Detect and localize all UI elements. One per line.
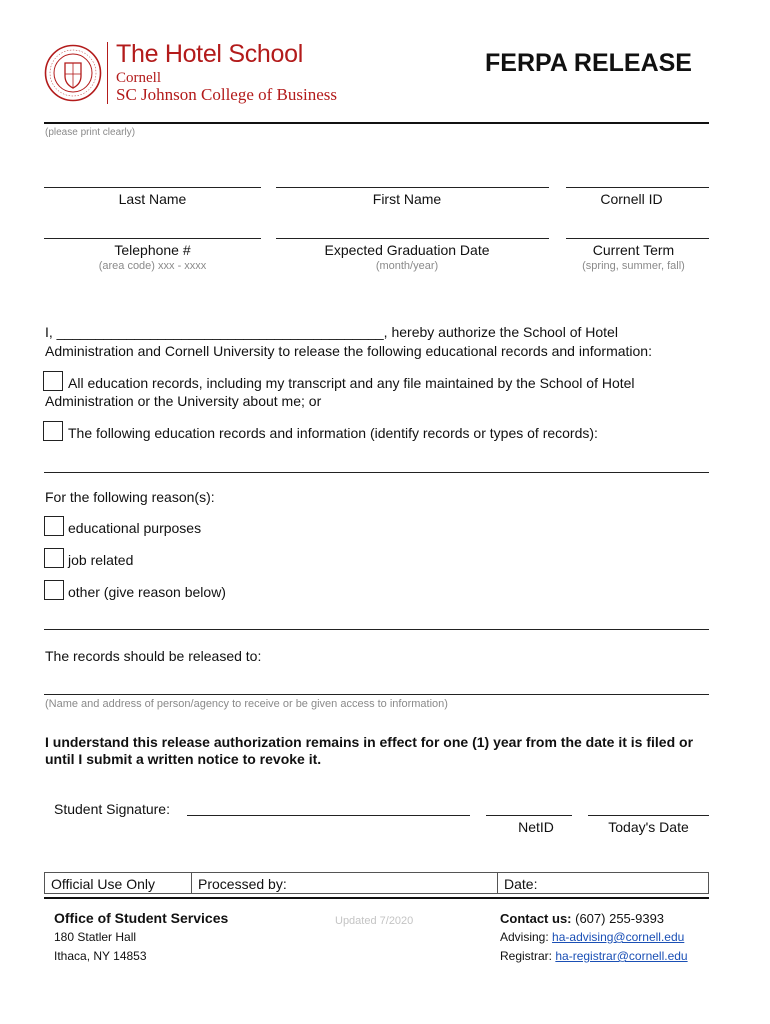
office-address-2: Ithaca, NY 14853 (54, 949, 147, 963)
other-reason-label: other (give reason below) (68, 584, 226, 600)
brand-cornell: Cornell (116, 70, 161, 86)
records-description-field[interactable] (44, 472, 709, 473)
telephone-label: Telephone # (114, 242, 191, 258)
print-clearly-hint: (please print clearly) (45, 127, 136, 138)
advising-line (500, 928, 688, 947)
signature-field[interactable] (187, 815, 470, 816)
footer-rule (44, 897, 709, 899)
first-name-label: First Name (372, 191, 442, 207)
updated-date: Updated 7/2020 (335, 915, 414, 927)
contact-label: Contact us: (500, 911, 572, 926)
last-name-label: Last Name (118, 191, 187, 207)
brand-college: SC Johnson College of Business (116, 85, 338, 104)
cornell-id-label: Cornell ID (600, 191, 663, 207)
graduation-date-hint: (month/year) (375, 260, 439, 272)
contact-line (500, 909, 688, 928)
netid-label: NetID (518, 819, 554, 835)
brand-name: The Hotel School (116, 40, 303, 68)
last-name-field[interactable] (44, 187, 261, 188)
contact-phone: (607) 255-9393 (575, 911, 665, 926)
reasons-heading: For the following reason(s): (45, 489, 215, 505)
authorization-line-2: Administration and Cornell University to release the following educational records and information: (45, 343, 652, 359)
registrar-line (500, 947, 688, 966)
educational-purposes-checkbox[interactable] (44, 516, 64, 536)
advising-label: Advising: (500, 930, 549, 944)
all-records-line-1: All education records, including my transcript and any file maintained by the School of Hotel (68, 375, 635, 391)
office-info (54, 909, 228, 966)
header-rule (44, 122, 709, 124)
released-to-heading: The records should be released to: (45, 648, 262, 664)
following-records-checkbox[interactable] (43, 421, 63, 441)
other-reason-field[interactable] (44, 629, 709, 630)
notice-line-2: until I submit a written notice to revoke it. (45, 751, 322, 767)
all-records-line-2: Administration or the University about me; or (45, 393, 322, 409)
processed-by-label: Processed by: (198, 876, 287, 892)
official-date-label: Date: (504, 876, 538, 892)
job-related-label: job related (68, 552, 134, 568)
todays-date-field[interactable] (588, 815, 709, 816)
netid-field[interactable] (486, 815, 572, 816)
job-related-checkbox[interactable] (44, 548, 64, 568)
official-date-box[interactable] (497, 872, 709, 894)
current-term-hint: (spring, summer, fall) (582, 260, 685, 272)
notice-line-1: I understand this release authorization remains in effect for one (1) year from the date it is filed or (45, 734, 694, 750)
authorization-line-1: I, __________________________________________, hereby authorize the School of Hotel (45, 324, 618, 340)
graduation-date-label: Expected Graduation Date (324, 242, 490, 258)
contact-info (500, 909, 688, 966)
telephone-hint: (area code) xxx - xxxx (98, 260, 207, 272)
current-term-field[interactable] (566, 238, 709, 239)
todays-date-label: Today's Date (608, 819, 689, 835)
brand-divider (107, 42, 108, 104)
cornell-id-field[interactable] (566, 187, 709, 188)
following-records-label: The following education records and information (identify records or types of records): (68, 425, 598, 441)
advising-email-link[interactable]: ha-advising@cornell.edu (552, 930, 685, 944)
recipient-hint: (Name and address of person/agency to receive or be given access to information) (45, 698, 448, 710)
processed-by-box[interactable] (191, 872, 498, 894)
registrar-email-link[interactable]: ha-registrar@cornell.edu (555, 949, 688, 963)
graduation-date-field[interactable] (276, 238, 549, 239)
all-records-checkbox[interactable] (43, 371, 63, 391)
recipient-field[interactable] (44, 694, 709, 695)
current-term-label: Current Term (592, 242, 675, 258)
registrar-label: Registrar: (500, 949, 553, 963)
first-name-field[interactable] (276, 187, 549, 188)
other-reason-checkbox[interactable] (44, 580, 64, 600)
office-address-1: 180 Statler Hall (54, 930, 137, 944)
official-use-label: Official Use Only (51, 876, 155, 892)
office-name: Office of Student Services (54, 910, 229, 926)
telephone-field[interactable] (44, 238, 261, 239)
educational-purposes-label: educational purposes (68, 520, 202, 536)
cornell-seal-logo (44, 44, 102, 102)
document-title: FERPA RELEASE (485, 49, 692, 77)
signature-label: Student Signature: (54, 801, 170, 817)
official-use-box (44, 872, 192, 894)
